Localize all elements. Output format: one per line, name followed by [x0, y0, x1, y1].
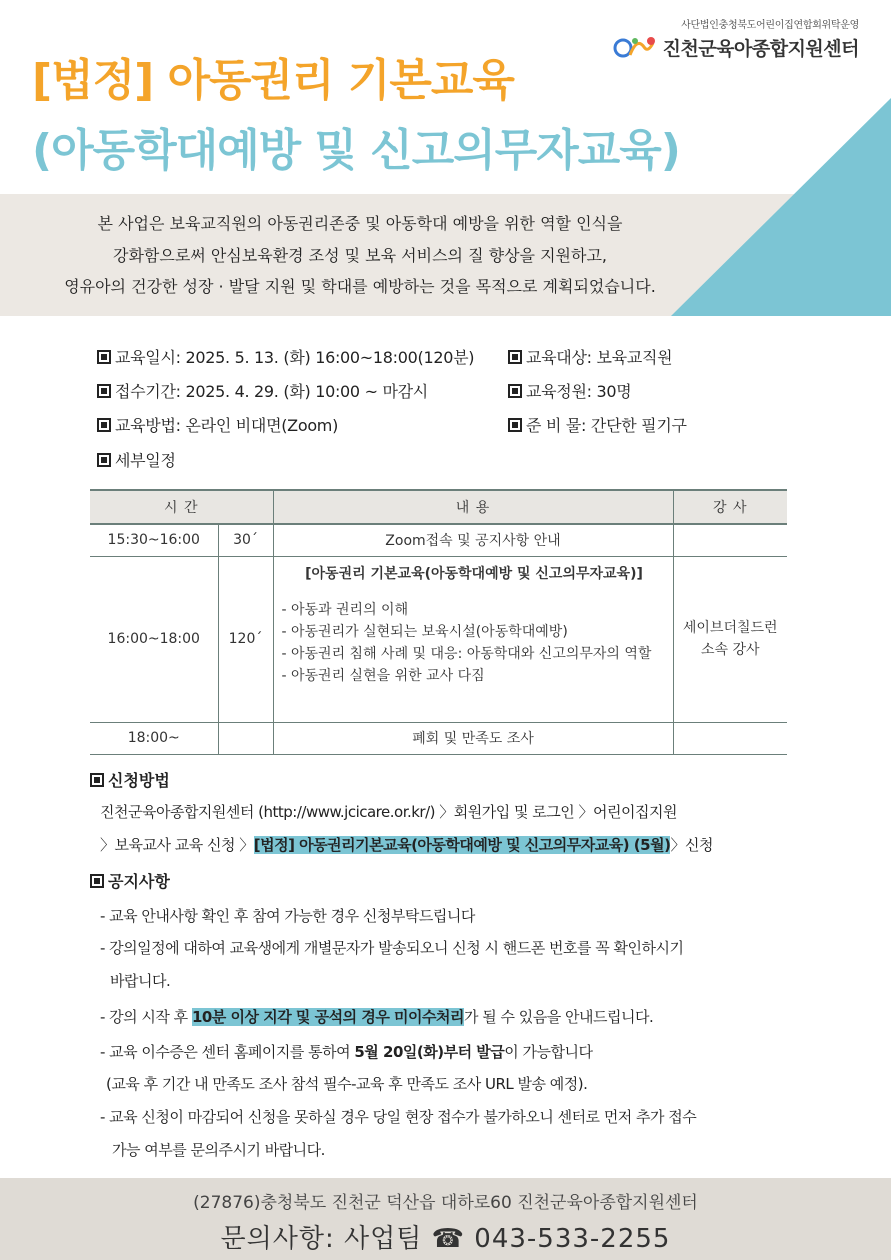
- apply-line-1: 진천군육아종합지원센터 (http://www.jcicare.or.kr/) 〉회원가입 및 로그인 〉어린이집지원: [100, 803, 677, 821]
- info-registration: [97, 379, 428, 402]
- info-capacity-text: 교육정원: 30명: [526, 382, 632, 401]
- notice-3-highlight: 10분 이상 지각 및 공석의 경우 미이수처리: [191, 1008, 464, 1026]
- row-instructor: [673, 524, 787, 556]
- notice-3: [100, 1006, 653, 1027]
- table-header-row: [90, 490, 787, 524]
- notice-1: - 교육 안내사항 확인 후 참여 가능한 경우 신청부탁드립니다: [100, 907, 475, 925]
- header-content: 내 용: [273, 490, 673, 524]
- info-date-text: 교육일시: 2025. 5. 13. (화) 16:00~18:00(120분): [115, 348, 475, 367]
- info-method: [97, 413, 338, 436]
- row-time: 16:00~18:00: [90, 556, 218, 722]
- table-row: [90, 556, 787, 722]
- info-target: [508, 345, 672, 368]
- table-row: [90, 722, 787, 754]
- notice-4b: (교육 후 기간 내 만족도 조사 참석 필수-교육 후 만족도 조사 URL 발송 예정).: [106, 1075, 588, 1093]
- square-bullet-icon: [90, 874, 104, 888]
- row-content: Zoom접속 및 공지사항 안내: [273, 524, 673, 556]
- notice-4-post: 이 가능합니다: [504, 1043, 593, 1061]
- footer-contact: [0, 1218, 891, 1255]
- row-content: [273, 556, 673, 722]
- org-name: 진천군육아종합지원센터: [662, 37, 859, 60]
- content-item: - 아동권리가 실현되는 보육시설(아동학대예방): [281, 623, 568, 640]
- contact-phone[interactable]: 043-533-2255: [474, 1224, 671, 1254]
- notice-4: [100, 1041, 593, 1062]
- notice-5b: 가능 여부를 문의주시기 바랍니다.: [112, 1141, 325, 1159]
- info-supplies-text: 준 비 물: 간단한 필기구: [526, 416, 687, 435]
- phone-icon: ☎: [431, 1224, 466, 1254]
- apply-line-2-pre: 〉보육교사 교육 신청 〉: [100, 836, 254, 854]
- notice-4-bold: 5월 20일(화)부터 발급: [354, 1043, 505, 1061]
- contact-label: 문의사항: 사업팀: [220, 1224, 423, 1254]
- notice-5a: - 교육 신청이 마감되어 신청을 못하실 경우 당일 현장 접수가 불가하오니 센터로 먼저 추가 접수: [100, 1108, 697, 1126]
- page-title-line2: (아동학대예방 및 신고의무자교육): [32, 125, 680, 176]
- content-title: [아동권리 기본교육(아동학대예방 및 신고의무자교육)]: [305, 565, 643, 582]
- apply-course-highlight: [법정] 아동권리기본교육(아동학대예방 및 신고의무자교육) (5월): [253, 836, 671, 854]
- square-bullet-icon: [97, 418, 111, 432]
- instructor-line-2: 소속 강사: [700, 642, 760, 658]
- header-instructor: 강 사: [673, 490, 787, 524]
- table-row: [90, 524, 787, 556]
- content-item: - 아동권리 실현을 위한 교사 다짐: [281, 667, 485, 684]
- notice-heading: [90, 869, 170, 892]
- org-block: [613, 16, 859, 61]
- notice-4-pre: - 교육 이수증은 센터 홈페이지를 통하여: [100, 1043, 355, 1061]
- info-registration-text: 접수기간: 2025. 4. 29. (화) 10:00 ~ 마감시: [115, 382, 428, 401]
- notice-2a: - 강의일정에 대하여 교육생에게 개별문자가 발송되오니 신청 시 핸드폰 번호를 꼭 확인하시기: [100, 939, 684, 957]
- intro-text: [0, 208, 720, 303]
- header-time: 시 간: [90, 490, 273, 524]
- intro-line-3: 영유아의 건강한 성장 · 발달 지원 및 학대를 예방하는 것을 목적으로 계획되었습니다.: [64, 277, 656, 296]
- info-schedule-heading-text: 세부일정: [115, 451, 176, 470]
- info-date: [97, 345, 474, 368]
- info-supplies: [508, 413, 687, 436]
- apply-heading: [90, 768, 170, 791]
- info-capacity: [508, 379, 631, 402]
- row-instructor: [673, 722, 787, 754]
- square-bullet-icon: [97, 384, 111, 398]
- apply-line-2: [100, 834, 713, 855]
- row-duration: 30´: [218, 524, 273, 556]
- square-bullet-icon: [508, 418, 522, 432]
- apply-heading-text: 신청방법: [108, 771, 170, 790]
- instructor-line-1: 세이브더칠드런: [682, 620, 778, 636]
- row-time: 18:00~: [90, 722, 218, 754]
- content-item: - 아동과 권리의 이해: [281, 601, 409, 618]
- notice-2b: 바랍니다.: [110, 972, 171, 990]
- square-bullet-icon: [90, 773, 104, 787]
- info-target-text: 교육대상: 보육교직원: [526, 348, 673, 367]
- square-bullet-icon: [97, 453, 111, 467]
- row-instructor: [673, 556, 787, 722]
- row-duration: 120´: [218, 556, 273, 722]
- info-schedule-heading: [97, 448, 176, 471]
- notice-heading-text: 공지사항: [108, 872, 170, 891]
- apply-line-2-post: 〉신청: [670, 836, 713, 854]
- row-content: 폐회 및 만족도 조사: [273, 722, 673, 754]
- notice-3-post: 가 될 수 있음을 안내드립니다.: [464, 1008, 654, 1026]
- square-bullet-icon: [508, 350, 522, 364]
- page-title-line1: [법정] 아동권리 기본교육: [32, 55, 514, 106]
- org-row: [613, 33, 859, 61]
- square-bullet-icon: [97, 350, 111, 364]
- center-logo-icon: [613, 33, 659, 61]
- square-bullet-icon: [508, 384, 522, 398]
- intro-line-2: 강화함으로써 안심보육환경 조성 및 보육 서비스의 질 향상을 지원하고,: [113, 245, 607, 265]
- org-subtitle: 사단법인충청북도어린이집연합회위탁운영: [681, 20, 859, 31]
- content-item: - 아동권리 침해 사례 및 대응: 아동학대와 신고의무자의 역할: [281, 645, 652, 662]
- row-time: 15:30~16:00: [90, 524, 218, 556]
- schedule-table: [90, 489, 787, 755]
- info-method-text: 교육방법: 온라인 비대면(Zoom): [115, 416, 339, 435]
- footer-address: (27876)충청북도 진천군 덕산읍 대하로60 진천군육아종합지원센터: [193, 1193, 698, 1213]
- row-duration: [218, 722, 273, 754]
- intro-line-1: 본 사업은 보육교직원의 아동권리존중 및 아동학대 예방을 위한 역할 인식을: [97, 214, 623, 233]
- notice-3-pre: - 강의 시작 후: [100, 1008, 192, 1026]
